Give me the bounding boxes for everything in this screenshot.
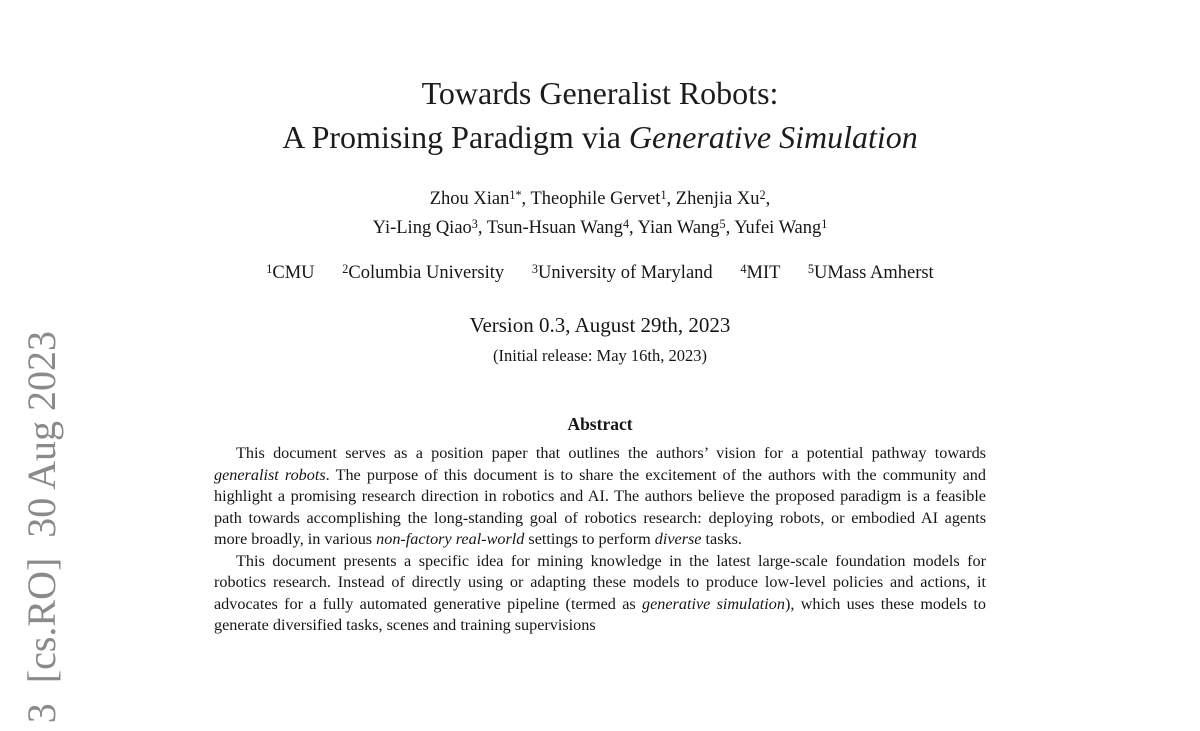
arxiv-watermark (20, 331, 64, 731)
text-segment: Generative Simulation (628, 119, 918, 155)
text-segment: This document serves as a position paper that outlines the authors’ vision for a potential pathway towards (236, 444, 986, 462)
text-segment: generalist robots (214, 465, 326, 484)
text-segment: 1 (660, 187, 667, 202)
text-segment: , Tsun-Hsuan Wang (477, 218, 623, 238)
arxiv-watermark-text: 3 [cs.RO] 30 Aug 2023 (19, 331, 64, 724)
text-segment: generative simulation (642, 594, 785, 613)
text-segment: 1 (821, 216, 828, 231)
paper-content (214, 71, 986, 637)
text-segment: . The purpose of this document is to share the excitement of the authors with the community and highlight a promising research direction in robotics and AI. The authors believe the proposed paradigm is a feasible path towards accomplishing the long-standing goal of robotics research: deploying robots, or embodied AI agents more broadly, in various (214, 465, 986, 548)
text-segment: , Zhenjia Xu (666, 189, 760, 209)
text-segment: 1 (266, 261, 273, 276)
text-segment: 4 (740, 261, 747, 276)
text-segment: MIT (746, 263, 808, 283)
text-segment: CMU (272, 263, 343, 283)
abstract-body (214, 443, 986, 637)
text-segment: 3 (471, 216, 478, 231)
paper-title (214, 71, 986, 159)
text-segment: 5 (807, 261, 814, 276)
text-segment: 2 (342, 261, 349, 276)
text-segment: non-factory real-world (376, 530, 525, 548)
abstract-heading: Abstract (567, 414, 633, 434)
paper-page (0, 71, 1200, 724)
authors-line-2 (214, 214, 986, 243)
text-segment: , Yufei Wang (725, 218, 822, 238)
text-segment: A Promising Paradigm via (282, 119, 629, 155)
text-segment: This document presents a specific idea for mining knowledge in the latest large-scale foundation models for robotics research. Instead of directly using or adapting these models to produce low-level policies and actions, it advocates for a fully automated generative pipeline (termed as (214, 551, 986, 613)
abstract-paragraph-1 (214, 443, 986, 551)
text-segment: , (765, 189, 771, 209)
text-segment: Yi-Ling Qiao (372, 218, 472, 238)
text-segment: Columbia University (348, 263, 532, 283)
title-line-2 (214, 115, 986, 159)
text-segment: settings to perform (524, 530, 655, 548)
text-segment: diverse (654, 530, 702, 548)
title-line-1: Towards Generalist Robots: (421, 75, 779, 111)
abstract-paragraph-2 (214, 551, 986, 637)
affiliations-line (214, 259, 986, 288)
text-segment: ), which uses these models to generate diversified tasks, scenes and training supervisions (214, 594, 986, 634)
text-segment: 1* (509, 187, 522, 202)
text-segment: 2 (759, 187, 766, 202)
text-segment: 4 (622, 216, 630, 231)
text-segment: UMass Amherst (813, 263, 934, 283)
text-segment: tasks. (701, 530, 742, 548)
text-segment: , Theophile Gervet (521, 189, 661, 209)
text-segment: University of Maryland (537, 263, 741, 283)
text-segment: Zhou Xian (429, 189, 510, 209)
author-list (214, 185, 986, 243)
text-segment: , Yian Wang (629, 218, 720, 238)
text-segment: 3 (531, 261, 538, 276)
authors-line-1 (214, 185, 986, 214)
initial-release-line: (Initial release: May 16th, 2023) (493, 346, 707, 365)
text-segment: 5 (719, 216, 726, 231)
version-line: Version 0.3, August 29th, 2023 (469, 313, 731, 337)
